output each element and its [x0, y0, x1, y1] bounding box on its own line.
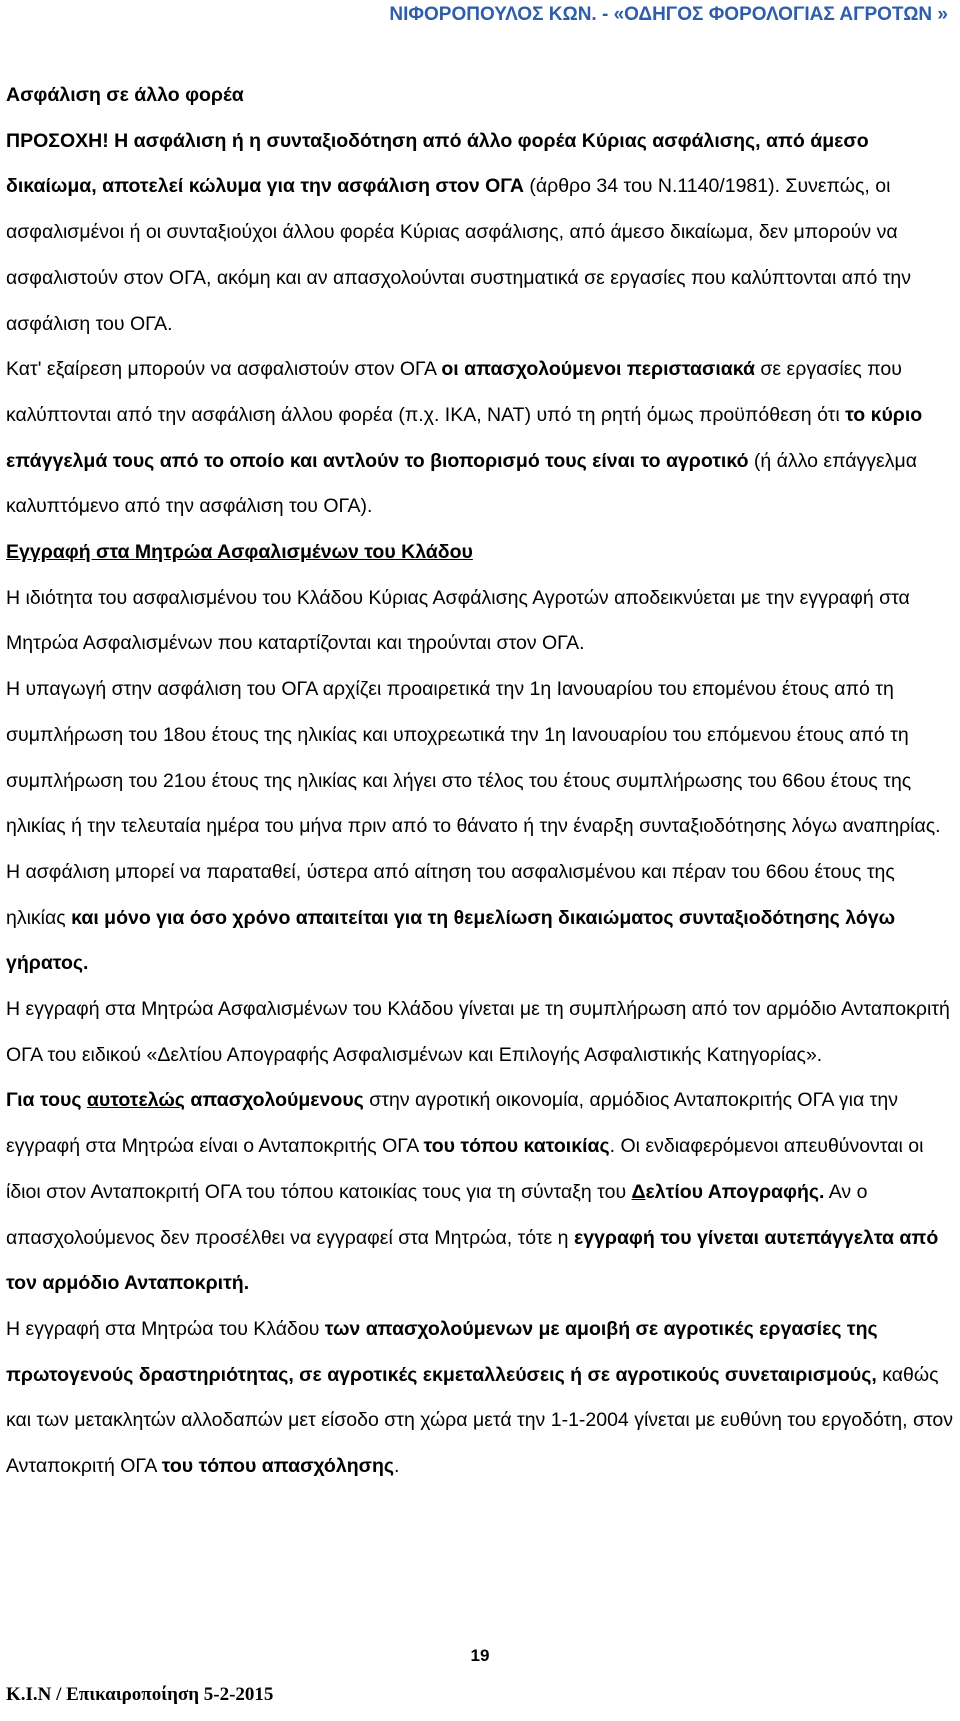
paragraph-exception: Κατ' εξαίρεση μπορούν να ασφαλιστούν στον ΟΓΑ οι απασχολούμενοι περιστασιακά σε εργασίες που καλύπτονται από την ασφάλιση άλλου φορέα (π.χ. ΙΚΑ, ΝΑΤ) υπό τη ρητή όμως προϋπόθεση ότι το κύριο επάγγελμά τους από το οποίο και αντλούν το βιοπορισμό τους είναι το αγροτικό (ή άλλο επάγγελμα καλυπτόμενο από την ασφάλιση του ΟΓΑ). — [6, 358, 923, 518]
running-footer: Κ.Ι.Ν / Επικαιροποίηση 5-2-2015 — [6, 1684, 274, 1705]
document-body — [6, 73, 954, 1490]
paragraph-insurance-start: Η υπαγωγή στην ασφάλιση του ΟΓΑ αρχίζει προαιρετικά την 1η Ιανουαρίου του επομένου έτους από τη συμπλήρωση του 18ου έτους της ηλικίας και υποχρεωτικά την 1η Ιανουαρίου του επόμενου έτους από τη συμπλήρωση του 21ου έτους της ηλικίας και λήγει στο τέλος του έτους συμπλήρωσης του 66ου έτους της ηλικίας ή την τελευταία ημέρα του μήνα πριν από το θάνατο ή την έναρξη συνταξιοδότησης λόγω αναπηρίας. Η ασφάλιση μπορεί να παραταθεί, ύστερα από αίτηση του ασφαλισμένου και πέραν του 66ου έτους της ηλικίας και μόνο για όσο χρόνο απαιτείται για τη θεμελίωση δικαιώματος συνταξιοδότησης λόγω γήρατος. — [6, 678, 941, 975]
running-header: ΝΙΦΟΡΟΠΟΥΛΟΣ ΚΩΝ. - «ΟΔΗΓΟΣ ΦΟΡΟΛΟΓΙΑΣ ΑΓΡΟΤΩΝ » — [389, 4, 948, 25]
paragraph-self-employed: Για τους αυτοτελώς απασχολούμενους στην αγροτική οικονομία, αρμόδιος Ανταποκριτής ΟΓΑ για την εγγραφή στα Μητρώα είναι ο Ανταποκριτής ΟΓΑ του τόπου κατοικίας. Οι ενδιαφερόμενοι απευθύνονται οι ίδιοι στον Ανταποκριτή ΟΓΑ του τόπου κατοικίας τους για τη σύνταξη του Δελτίου Απογραφής. Αν ο απασχολούμενος δεν προσέλθει να εγγραφεί στα Μητρώα, τότε η εγγραφή του γίνεται αυτεπάγγελτα από τον αρμόδιο Ανταποκριτή. — [6, 1089, 939, 1295]
paragraph-registry-proof: Η ιδιότητα του ασφαλισμένου του Κλάδου Κύριας Ασφάλισης Αγροτών αποδεικνύεται με την εγγραφή στα Μητρώα Ασφαλισμένων που καταρτίζονται και τηρούνται στον ΟΓΑ. — [6, 586, 910, 655]
section-heading-registry: Εγγραφή στα Μητρώα Ασφαλισμένων του Κλάδου — [6, 541, 473, 564]
paragraph-wage-workers: Η εγγραφή στα Μητρώα του Κλάδου των απασχολούμενων με αμοιβή σε αγροτικές εργασίες της πρωτογενούς δραστηριότητας, σε αγροτικές εκμεταλλεύσεις ή σε αγροτικούς συνεταιρισμούς, καθώς και των μετακλητών αλλοδαπών μετ είσοδο στη χώρα μετά την 1-1-2004 γίνεται με ευθύνη του εργοδότη, στον Ανταποκριτή ΟΓΑ του τόπου απασχόλησης. — [6, 1317, 953, 1478]
page-number: 19 — [470, 1646, 490, 1665]
paragraph-warning: ΠΡΟΣΟΧΗ! Η ασφάλιση ή η συνταξιοδότηση από άλλο φορέα Κύριας ασφάλισης, από άμεσο δικαίωμα, αποτελεί κώλυμα για την ασφάλιση στον ΟΓΑ (άρθρο 34 του Ν.1140/1981). Συνεπώς, οι ασφαλισμένοι ή οι συνταξιούχοι άλλου φορέα Κύριας ασφάλισης, από άμεσο δικαίωμα, δεν μπορούν να ασφαλιστούν στον ΟΓΑ, ακόμη και αν απασχολούνται συστηματικά σε εργασίες που καλύπτονται από την ασφάλιση του ΟΓΑ. — [6, 129, 912, 335]
section-heading-other-insurer: Ασφάλιση σε άλλο φορέα — [6, 84, 244, 106]
paragraph-registration-form: Η εγγραφή στα Μητρώα Ασφαλισμένων του Κλάδου γίνεται με τη συμπλήρωση από τον αρμόδιο Ανταποκριτή ΟΓΑ του ειδικού «Δελτίου Απογραφής Ασφαλισμένων και Επιλογής Ασφαλιστικής Κατηγορίας». — [6, 998, 950, 1066]
